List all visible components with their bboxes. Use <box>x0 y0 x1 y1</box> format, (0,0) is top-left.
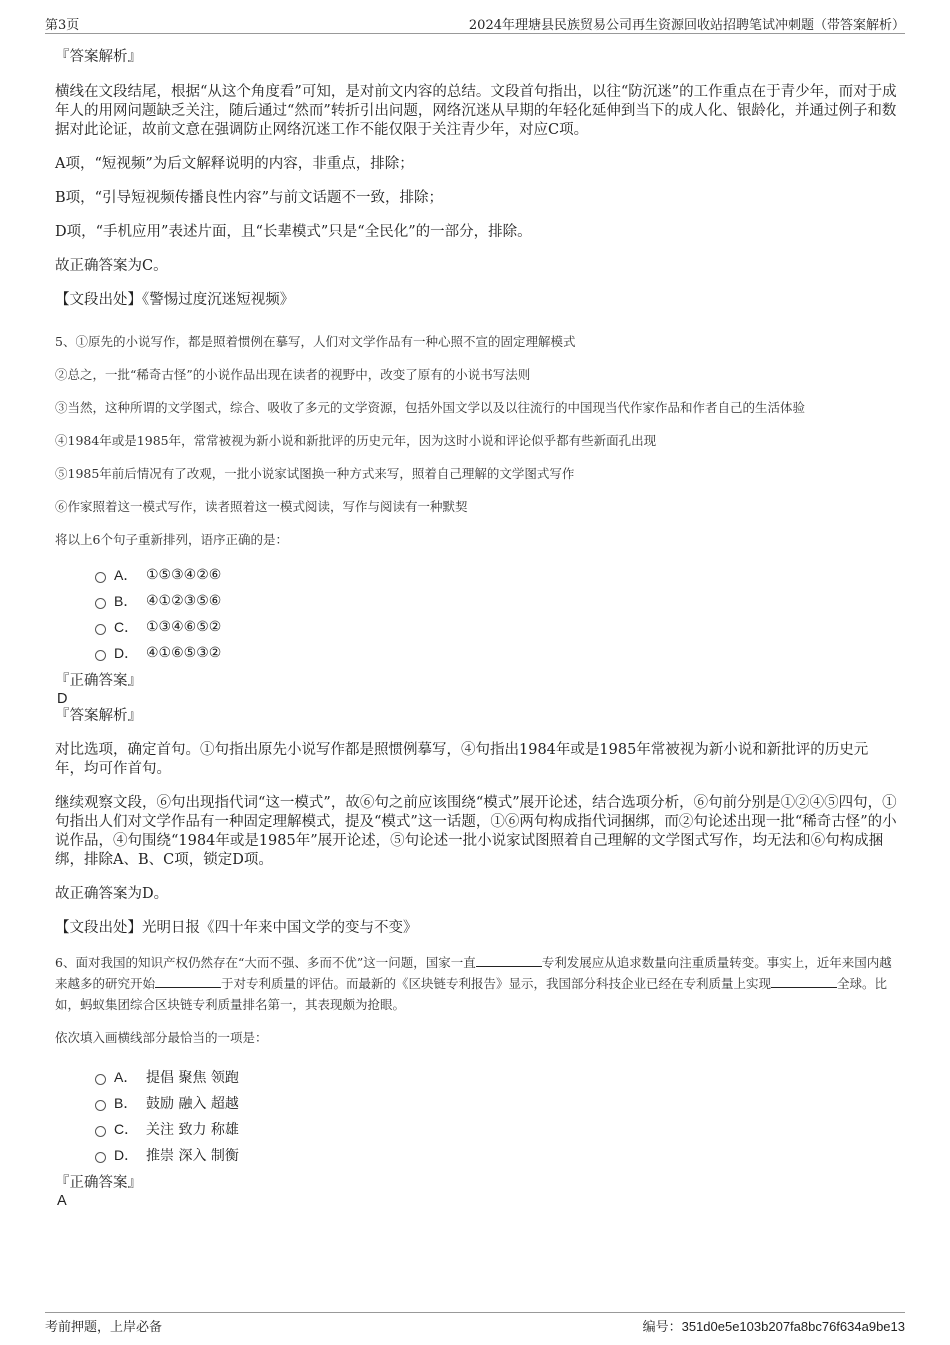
option-letter: D． <box>114 645 139 661</box>
q6-options <box>95 1064 897 1168</box>
source-citation: 【文段出处】《警惕过度沉迷短视频》 <box>55 292 295 308</box>
radio-icon[interactable] <box>95 1126 106 1137</box>
analysis-option-d: D项，“手机应用”表述片面，且“长辈模式”只是“全民化”的一部分，排除。 <box>55 224 532 240</box>
q6-option-c[interactable] <box>95 1116 897 1142</box>
fill-blank-2 <box>155 976 221 988</box>
page-number: 第3页 <box>45 18 80 33</box>
radio-icon[interactable] <box>95 1074 106 1085</box>
q5-option-a[interactable] <box>95 562 897 588</box>
q5-answer-label: 『正确答案』 <box>55 673 142 689</box>
q6-stem-part-3: 于对专利质量的评估。而最新的《区块链专利报告》显示，我国部分科技企业已经在专利质量上实现 <box>221 976 772 991</box>
q5-prompt: 将以上6个句子重新排列，语序正确的是： <box>55 532 288 547</box>
q6-stem-part-2: 专利发展应从追求数量向注重质量转变。事实上，近年来国内越来越多的研究开始 <box>55 955 892 991</box>
q5-sentence-3: ③当然，这种所谓的文学图式，综合、吸收了多元的文学资源，包括外国文学以及以往流行的中国现当代作家作品和作者自己的生活体验 <box>55 400 806 415</box>
radio-icon[interactable] <box>95 1152 106 1163</box>
radio-icon[interactable] <box>95 624 106 635</box>
q6-stem <box>55 952 897 1015</box>
q5-conclusion: 故正确答案为D。 <box>55 886 169 902</box>
option-text: ①⑤③④②⑥ <box>146 567 222 583</box>
option-text: 关注 致力 称雄 <box>146 1122 239 1138</box>
q6-option-d[interactable] <box>95 1142 897 1168</box>
q5-option-c[interactable] <box>95 614 897 640</box>
q5-analysis-label: 『答案解析』 <box>55 708 142 724</box>
option-letter: A． <box>114 567 138 583</box>
option-letter: C． <box>114 1121 139 1137</box>
q5-analysis-paragraph-2: 继续观察文段，⑥句出现指代词“这一模式”，故⑥句之前应该围绕“模式”展开论述，结合选项分析，⑥句前分别是①②④⑤四句，①句指出人们对文学作品有一种固定理解模式，提及“模式”这一话题，①⑥两句构成指代词捆绑，而②句论述出现一批“稀奇古怪”的小说作品，④句围绕“1984年或是1985年”展开论述，⑤句论述一批小说家试图照着自己理解的文学图式写作，均无法和⑥句构成捆绑，排除A、B、C项，锁定D项。 <box>55 795 897 868</box>
option-letter: D． <box>114 1147 139 1163</box>
option-letter: A． <box>114 1069 138 1085</box>
q6-answer: A <box>57 1193 67 1209</box>
option-text: ④①⑥⑤③② <box>146 645 222 661</box>
radio-icon[interactable] <box>95 572 106 583</box>
q5-sentence-1: 5、①原先的小说写作，都是照着惯例在摹写，人们对文学作品有一种心照不宣的固定理解模式 <box>55 334 576 349</box>
q5-answer: D <box>57 691 68 707</box>
q5-sentence-4: ④1984年或是1985年，常常被视为新小说和新批评的历史元年，因为这时小说和评论似乎都有些新面孔出现 <box>55 433 657 448</box>
option-letter: B． <box>114 1095 138 1111</box>
page-footer <box>45 1312 905 1335</box>
q5-analysis-paragraph-1: 对比选项，确定首句。①句指出原先小说写作都是照惯例摹写，④句指出1984年或是1985年常被视为新小说和新批评的历史元年，均可作首句。 <box>55 742 869 777</box>
document-code <box>643 1316 905 1335</box>
q6-option-a[interactable] <box>95 1064 897 1090</box>
fill-blank-1 <box>476 955 542 967</box>
q5-option-b[interactable] <box>95 588 897 614</box>
option-letter: B． <box>114 593 138 609</box>
q5-sentence-2: ②总之，一批“稀奇古怪”的小说作品出现在读者的视野中，改变了原有的小说书写法则 <box>55 367 531 382</box>
q5-sentence-5: ⑤1985年前后情况有了改观，一批小说家试图换一种方式来写，照着自己理解的文学图式写作 <box>55 466 575 481</box>
q5-source: 【文段出处】光明日报《四十年来中国文学的变与不变》 <box>55 920 418 936</box>
code-label: 编号： <box>642 1320 682 1335</box>
radio-icon[interactable] <box>95 598 106 609</box>
footer-slogan: 考前押题，上岸必备 <box>45 1320 163 1335</box>
q6-answer-label: 『正确答案』 <box>55 1175 142 1191</box>
page-header <box>45 14 905 34</box>
document-title: 2024年理塘县民族贸易公司再生资源回收站招聘笔试冲刺题（带答案解析） <box>468 18 905 33</box>
q6-option-b[interactable] <box>95 1090 897 1116</box>
fill-blank-3 <box>771 976 837 988</box>
analysis-option-a: A项，“短视频”为后文解释说明的内容，非重点，排除； <box>55 156 414 172</box>
option-text: 提倡 聚焦 领跑 <box>146 1070 239 1086</box>
radio-icon[interactable] <box>95 650 106 661</box>
option-text: 鼓励 融入 超越 <box>146 1096 239 1112</box>
q5-options <box>95 562 897 666</box>
option-text: 推崇 深入 制衡 <box>146 1148 239 1164</box>
option-text: ①③④⑥⑤② <box>146 619 222 635</box>
analysis-label: 『答案解析』 <box>55 49 142 65</box>
q6-stem-part-4: 全球。比如，蚂蚁集团综合区块链专利质量排名第一，其表现颇为抢眼。 <box>55 976 888 1012</box>
q5-sentence-6: ⑥作家照着这一模式写作，读者照着这一模式阅读，写作与阅读有一种默契 <box>55 499 468 514</box>
option-letter: C． <box>114 619 139 635</box>
radio-icon[interactable] <box>95 1100 106 1111</box>
analysis-option-b: B项，“引导短视频传播良性内容”与前文话题不一致，排除； <box>55 190 443 206</box>
q5-option-d[interactable] <box>95 640 897 666</box>
analysis-paragraph: 横线在文段结尾，根据“从这个角度看”可知，是对前文内容的总结。文段首句指出，以往“防沉迷”的工作重点在于青少年，而对于成年人的用网问题缺乏关注，随后通过“然而”转折引出问题，网络沉迷从早期的年轻化延伸到当下的成人化、银龄化，并通过例子和数据对此论证，故前文意在强调防止网络沉迷工作不能仅限于关注青少年，对应C项。 <box>55 84 897 138</box>
q6-stem-part-1: 6、面对我国的知识产权仍然存在“大而不强、多而不优”这一问题，国家一直 <box>55 955 476 970</box>
q6-prompt: 依次填入画横线部分最恰当的一项是： <box>55 1030 268 1045</box>
code-value: 351d0e5e103b207fa8bc76f634a9be13 <box>681 1319 905 1334</box>
analysis-conclusion: 故正确答案为C。 <box>55 258 168 274</box>
page-content <box>55 44 897 1209</box>
option-text: ④①②③⑤⑥ <box>146 593 222 609</box>
